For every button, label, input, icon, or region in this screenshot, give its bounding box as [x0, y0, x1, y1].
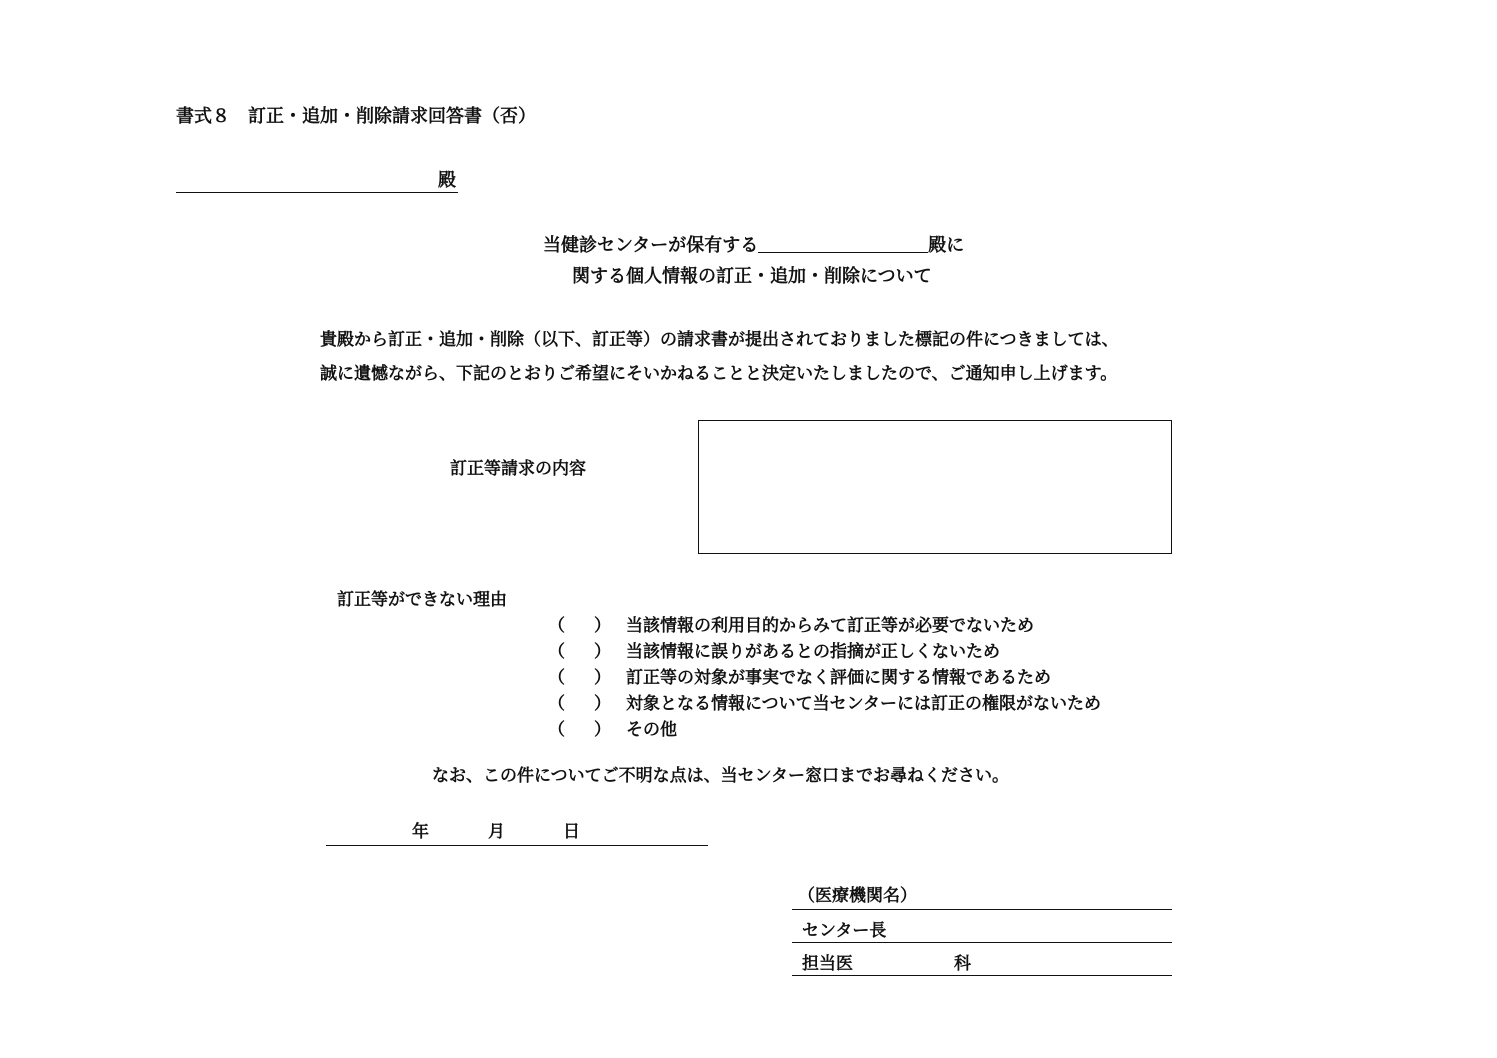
reasons-list [548, 613, 1101, 743]
request-content-box[interactable] [698, 420, 1172, 554]
reason-text: 対象となる情報について当センターには訂正の権限がないため [626, 694, 1101, 714]
inquiry-note: なお、この件についてご不明な点は、当センター窓口までお尋ねください。 [432, 766, 1009, 786]
reason-text: 当該情報の利用目的からみて訂正等が必要でないため [626, 616, 1034, 636]
date-line[interactable] [326, 817, 708, 846]
institution-row[interactable] [792, 877, 1172, 910]
subject-name-blank[interactable] [758, 234, 928, 253]
director-row[interactable] [792, 910, 1172, 943]
form-title: 書式８ 訂正・追加・削除請求回答書（否） [176, 106, 536, 127]
reasons-heading: 訂正等ができない理由 [337, 590, 507, 610]
date-month-label: 月 [488, 822, 505, 842]
subject-prefix: 当健診センターが保有する [543, 235, 759, 256]
subject-line-2: 関する個人情報の訂正・追加・削除について [572, 266, 932, 287]
addressee-name-line[interactable] [176, 172, 458, 193]
department-suffix: 科 [954, 954, 971, 974]
reason-item: （ ） 対象となる情報について当センターには訂正の権限がないため [548, 694, 1101, 714]
doctor-row[interactable] [792, 943, 1172, 976]
subject-suffix: 殿に [928, 235, 965, 256]
director-label: センター長 [802, 921, 887, 941]
reason-item: （ ） 訂正等の対象が事実でなく評価に関する情報であるため [548, 668, 1051, 688]
reason-item: （ ） 当該情報の利用目的からみて訂正等が必要でないため [548, 616, 1034, 636]
doctor-label: 担当医 [802, 954, 853, 974]
signature-block [792, 877, 1172, 976]
date-day-label: 日 [563, 822, 580, 842]
body-paragraph-line-2: 誠に遺憾ながら、下記のとおりご希望にそいかねることと決定いたしましたので、ご通知申し上げます。 [320, 364, 1118, 384]
reason-text: 当該情報に誤りがあるとの指摘が正しくないため [626, 642, 1000, 662]
subject-line-1 [543, 234, 964, 257]
reason-text: 訂正等の対象が事実でなく評価に関する情報であるため [626, 668, 1051, 688]
reason-item: （ ） その他 [548, 720, 677, 740]
institution-label: （医療機関名） [798, 886, 917, 906]
request-content-label: 訂正等請求の内容 [450, 459, 586, 479]
reason-text: その他 [626, 720, 677, 740]
body-paragraph-line-1: 貴殿から訂正・追加・削除（以下、訂正等）の請求書が提出されておりました標記の件につきましては、 [320, 330, 1119, 350]
reason-item: （ ） 当該情報に誤りがあるとの指摘が正しくないため [548, 642, 1000, 662]
date-year-label: 年 [412, 822, 429, 842]
addressee-suffix: 殿 [438, 170, 456, 191]
